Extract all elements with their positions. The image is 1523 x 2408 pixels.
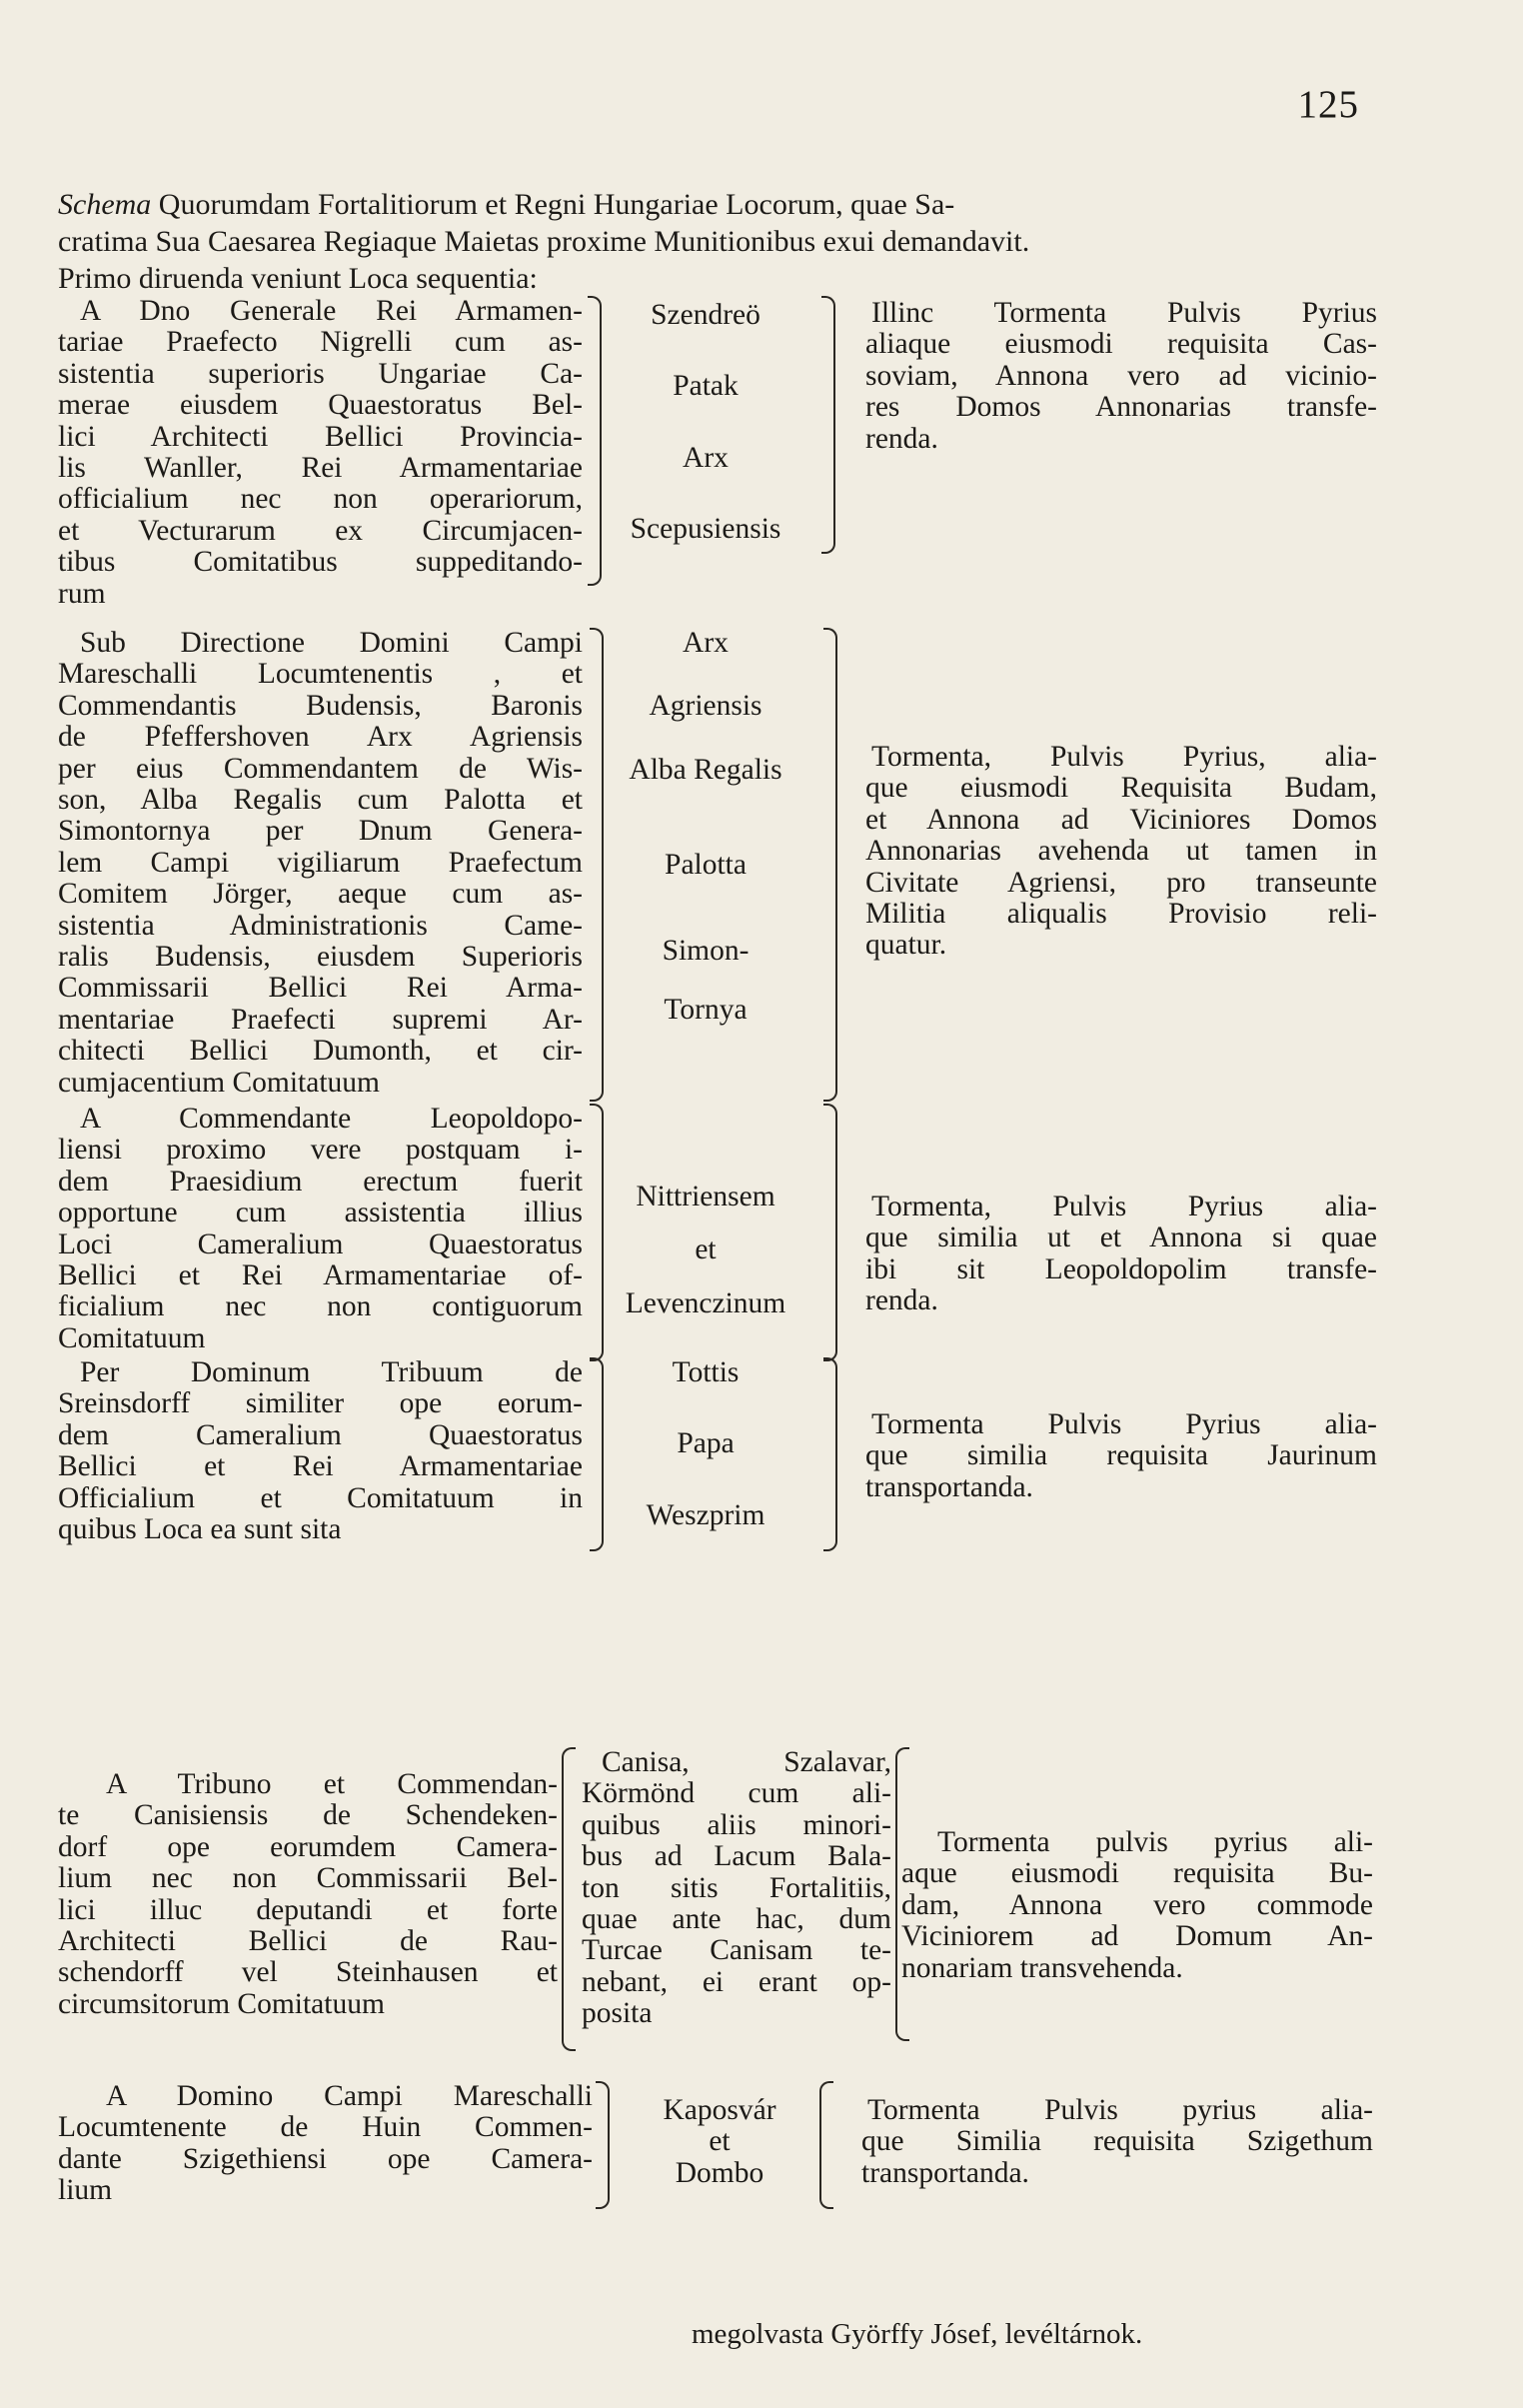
text-line: Officialium et Comitatuum in xyxy=(58,1481,583,1514)
text-line: transportanda. xyxy=(861,2156,1029,2189)
text-line: lium nec non Commissarii Bel- xyxy=(58,1862,558,1895)
left-brace xyxy=(590,1357,604,1551)
row-4-places xyxy=(606,1357,805,1531)
text-line: Loci Cameralium Quaestoratus xyxy=(58,1227,583,1260)
place-name: Arx xyxy=(683,627,729,659)
text-line: cumjacentium Comitatuum xyxy=(58,1066,380,1099)
header xyxy=(58,186,1373,297)
text-line: renda. xyxy=(865,422,938,455)
text-line: per eius Commendantem de Wis- xyxy=(58,752,583,785)
text-line: renda. xyxy=(865,1284,938,1317)
place-name: Weszprim xyxy=(646,1498,765,1531)
text-line: aque eiusmodi requisita Bu- xyxy=(901,1857,1373,1890)
text-line: liensi proximo vere postquam i- xyxy=(58,1134,583,1167)
text-line: A Commendante Leopoldopo- xyxy=(80,1103,583,1135)
place-name: Szendreö xyxy=(651,299,761,331)
right-brace xyxy=(821,296,835,554)
place-name: Agriensis xyxy=(649,690,762,723)
text-line: Tormenta, Pulvis Pyrius, alia- xyxy=(871,741,1377,773)
text-line: Comitem Jörger, aeque cum as- xyxy=(58,878,583,911)
text-line: nonariam transvehenda. xyxy=(901,1951,1183,1984)
place-name: Simon- xyxy=(662,934,750,967)
place-name: et xyxy=(709,2125,731,2158)
text-line: de Pfeffershoven Arx Agriensis xyxy=(58,721,583,754)
text-line: Bellici et Rei Armamentariae xyxy=(58,1450,583,1483)
row-2-right-text xyxy=(865,742,1377,962)
header-line: Primo diruenda veniunt Loca sequentia: xyxy=(58,262,538,295)
left-brace xyxy=(588,296,602,586)
text-line: tariae Praefecto Nigrelli cum as- xyxy=(58,326,583,359)
text-line: Viciniorem ad Domum An- xyxy=(901,1920,1373,1953)
place-name: ton sitis Fortalitiis, xyxy=(582,1871,891,1904)
place-name: Levenczinum xyxy=(625,1286,786,1319)
text-line: quatur. xyxy=(865,929,947,962)
text-line: Locumtenente de Huin Commen- xyxy=(58,2111,593,2144)
place-name: quibus aliis minori- xyxy=(582,1808,891,1841)
row-6-left-text xyxy=(58,2081,593,2207)
row-2-left-text xyxy=(58,628,583,1099)
text-line: te Canisiensis de Schendeken- xyxy=(58,1799,558,1832)
row-5-places xyxy=(582,1747,891,2030)
place-name: Canisa, Szalavar, xyxy=(602,1746,891,1778)
place-name: Scepusiensis xyxy=(630,513,781,546)
text-line: quibus Loca ea sunt sita xyxy=(58,1513,342,1546)
text-line: Bellici et Rei Armamentariae of- xyxy=(58,1259,583,1292)
text-line: que similia ut et Annona si quae xyxy=(865,1221,1377,1254)
place-name: nebant, ei erant op- xyxy=(582,1965,891,1998)
text-line: Annonarias avehenda ut tamen in xyxy=(865,835,1377,868)
text-line: et Vecturarum ex Circumjacen- xyxy=(58,514,583,547)
text-line: dem Praesidium erectum fuerit xyxy=(58,1165,583,1198)
place-name: Alba Regalis xyxy=(629,753,782,786)
text-line: Tormenta Pulvis pyrius alia- xyxy=(867,2094,1373,2126)
text-line: Illinc Tormenta Pulvis Pyrius xyxy=(871,297,1377,329)
place-name: Körmönd cum ali- xyxy=(582,1777,891,1810)
row-6-right-text xyxy=(861,2095,1373,2189)
text-line: Mareschalli Locumtenentis , et xyxy=(58,658,583,691)
text-line: dante Szigethiensi ope Camera- xyxy=(58,2142,593,2175)
text-line: soviam, Annona vero ad vicinio- xyxy=(865,359,1377,392)
place-name: posita xyxy=(582,1997,653,2030)
right-brace xyxy=(819,2081,833,2209)
left-brace xyxy=(590,1104,604,1361)
row-4-right-text xyxy=(865,1409,1377,1503)
text-line: Per Dominum Tribuum de xyxy=(80,1356,583,1388)
text-line: Architecti Bellici de Rau- xyxy=(58,1925,558,1958)
text-line: A Tribuno et Commendan- xyxy=(106,1768,558,1800)
text-line: Militia aliqualis Provisio reli- xyxy=(865,898,1377,931)
text-line: chitecti Bellici Dumonth, et cir- xyxy=(58,1035,583,1068)
row-4-left-text xyxy=(58,1357,583,1545)
place-name: Arx xyxy=(683,441,729,474)
left-brace xyxy=(562,1747,576,2051)
text-line: lium xyxy=(58,2174,113,2207)
text-line: sistentia Administrationis Came- xyxy=(58,909,583,942)
right-brace xyxy=(823,1104,837,1361)
text-line: merae eiusdem Quaestoratus Bel- xyxy=(58,389,583,422)
place-name: Patak xyxy=(673,370,739,403)
place-name: et xyxy=(695,1233,717,1266)
text-line: ficialium nec non contiguorum xyxy=(58,1290,583,1323)
place-name: Turcae Canisam te- xyxy=(582,1934,891,1967)
row-5-right-text xyxy=(901,1827,1373,1984)
text-line: lici illuc deputandi et forte xyxy=(58,1893,558,1926)
text-line: tibus Comitatibus suppeditando- xyxy=(58,546,583,579)
text-line: Tormenta, Pulvis Pyrius alia- xyxy=(871,1191,1377,1222)
text-line: transportanda. xyxy=(865,1470,1033,1503)
row-1-right-text xyxy=(865,298,1377,455)
text-line: officialium nec non operariorum, xyxy=(58,483,583,516)
row-3-places xyxy=(606,1182,805,1319)
text-line: Tormenta pulvis pyrius ali- xyxy=(937,1826,1373,1858)
text-line: lis Wanller, Rei Armamentariae xyxy=(58,452,583,485)
row-2-places xyxy=(606,628,805,1026)
text-line: Tormenta Pulvis Pyrius alia- xyxy=(871,1408,1377,1440)
text-line: aliaque eiusmodi requisita Cas- xyxy=(865,328,1377,361)
text-line: circumsitorum Comitatuum xyxy=(58,1987,385,2020)
text-line: Civitate Agriensi, pro transeunte xyxy=(865,866,1377,899)
place-name: Papa xyxy=(677,1427,735,1460)
text-line: Comitatuum xyxy=(58,1321,206,1354)
text-line: sistentia superioris Ungariae Ca- xyxy=(58,357,583,390)
schema-word: Schema xyxy=(58,188,152,221)
text-line: dam, Annona vero commode xyxy=(901,1888,1373,1921)
row-3-left-text xyxy=(58,1104,583,1354)
text-line: lem Campi vigiliarum Praefectum xyxy=(58,846,583,879)
text-line: opportune cum assistentia illius xyxy=(58,1197,583,1229)
row-6-places xyxy=(640,2095,799,2189)
text-line: et Annona ad Viciniores Domos xyxy=(865,803,1377,836)
place-name: Tottis xyxy=(672,1356,740,1388)
signature-line: megolvasta Györffy Jósef, levéltárnok. xyxy=(692,2318,1143,2350)
place-name: quae ante hac, dum xyxy=(582,1903,891,1936)
text-line: que eiusmodi Requisita Budam, xyxy=(865,772,1377,805)
text-line: lici Architecti Bellici Provincia- xyxy=(58,420,583,453)
text-line: A Dno Generale Rei Armamen- xyxy=(80,295,583,327)
place-name: Nittriensem xyxy=(636,1181,775,1212)
text-line: schendorff vel Steinhausen et xyxy=(58,1956,558,1989)
place-name: Kaposvár xyxy=(663,2094,776,2126)
left-brace xyxy=(596,2081,610,2209)
right-brace xyxy=(823,628,837,1102)
header-line: cratima Sua Caesarea Regiaque Maietas proxime Munitionibus exui demandavit. xyxy=(58,225,1030,258)
row-3-right-text xyxy=(865,1192,1377,1317)
text-line: Sreinsdorff similiter ope eorum- xyxy=(58,1387,583,1420)
place-name: bus ad Lacum Bala- xyxy=(582,1840,891,1873)
text-line: dorf ope eorumdem Camera- xyxy=(58,1830,558,1863)
text-line: ralis Budensis, eiusdem Superioris xyxy=(58,941,583,974)
text-line: Commissarii Bellici Rei Arma- xyxy=(58,972,583,1005)
text-line: que Similia requisita Szigethum xyxy=(861,2125,1373,2158)
text-line: Simontornya per Dnum Genera- xyxy=(58,815,583,848)
text-line: que similia requisita Jaurinum xyxy=(865,1439,1377,1472)
text-line: ibi sit Leopoldopolim transfe- xyxy=(865,1252,1377,1285)
text-line: res Domos Annonarias transfe- xyxy=(865,391,1377,424)
text-line: mentariae Praefecti supremi Ar- xyxy=(58,1003,583,1036)
text-line: A Domino Campi Mareschalli xyxy=(106,2080,593,2112)
text-line: Commendantis Budensis, Baronis xyxy=(58,689,583,722)
place-name: Palotta xyxy=(665,849,747,882)
left-brace xyxy=(590,628,604,1102)
header-line: Quorumdam Fortalitiorum et Regni Hungariae Locorum, quae Sa- xyxy=(151,188,955,221)
row-1-places xyxy=(606,300,805,546)
page-number: 125 xyxy=(1297,83,1359,126)
place-name: Dombo xyxy=(675,2156,764,2189)
text-line: rum xyxy=(58,577,106,610)
row-1-left-text xyxy=(58,296,583,610)
text-line: son, Alba Regalis cum Palotta et xyxy=(58,784,583,817)
right-brace xyxy=(823,1357,837,1551)
text-line: Sub Directione Domini Campi xyxy=(80,627,583,659)
place-name: Tornya xyxy=(664,994,748,1027)
row-5-left-text xyxy=(58,1769,558,2020)
text-line: dem Cameralium Quaestoratus xyxy=(58,1418,583,1451)
